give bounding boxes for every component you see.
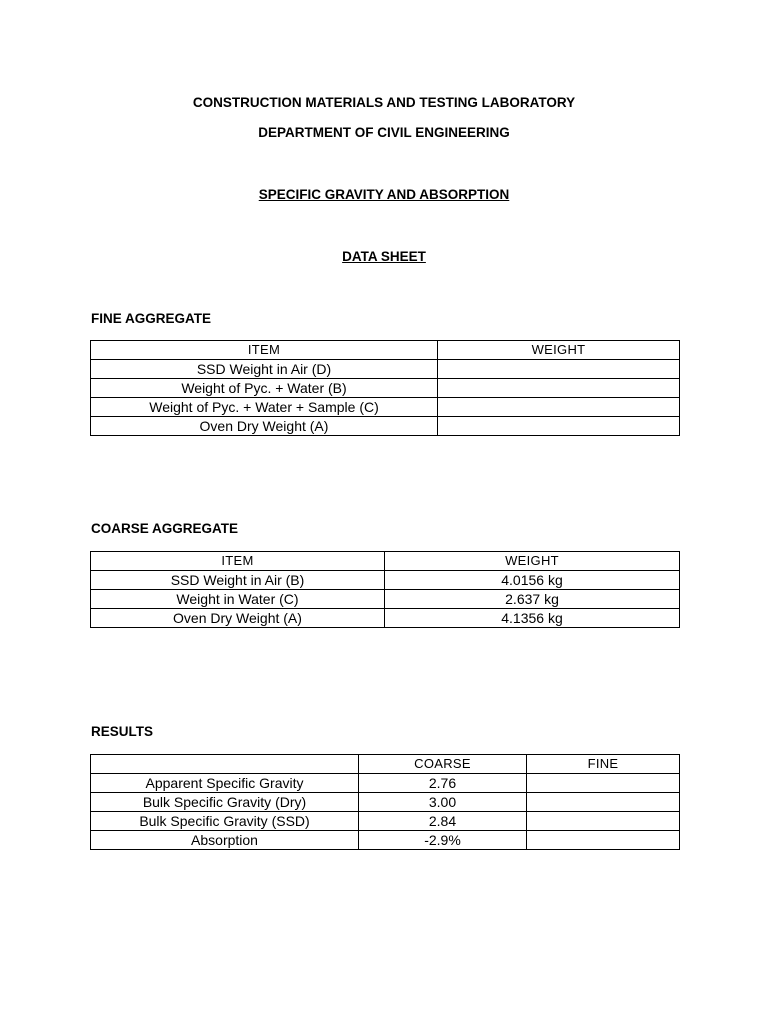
fine-value-cell (527, 793, 680, 812)
table-row (91, 417, 680, 436)
weight-cell (438, 417, 680, 436)
item-cell: Weight of Pyc. + Water (B) (91, 379, 438, 398)
table-row (91, 774, 680, 793)
fine-aggregate-label: FINE AGGREGATE (91, 311, 212, 326)
item-cell: SSD Weight in Air (B) (91, 571, 385, 590)
weight-cell (438, 379, 680, 398)
item-cell: Oven Dry Weight (A) (91, 609, 385, 628)
coarse-aggregate-label: COARSE AGGREGATE (91, 521, 239, 536)
column-header-blank (91, 755, 359, 774)
coarse-value-cell: -2.9% (359, 831, 527, 850)
lab-name: CONSTRUCTION MATERIALS AND TESTING LABORATORY (192, 95, 576, 110)
table-header-row (91, 552, 680, 571)
item-cell: SSD Weight in Air (D) (91, 360, 438, 379)
table-header-row (91, 755, 680, 774)
result-name-cell: Absorption (91, 831, 359, 850)
coarse-value-cell: 2.84 (359, 812, 527, 831)
weight-cell: 2.637 kg (385, 590, 680, 609)
fine-value-cell (527, 774, 680, 793)
table-row (91, 812, 680, 831)
sheet-subtitle-wrap (0, 248, 768, 266)
item-cell: Weight of Pyc. + Water + Sample (C) (91, 398, 438, 417)
weight-cell (438, 360, 680, 379)
weight-cell: 4.0156 kg (385, 571, 680, 590)
result-name-cell: Apparent Specific Gravity (91, 774, 359, 793)
sheet-subtitle: DATA SHEET (342, 249, 426, 264)
item-cell: Weight in Water (C) (91, 590, 385, 609)
item-cell: Oven Dry Weight (A) (91, 417, 438, 436)
table-header-row (91, 341, 680, 360)
column-header-item: ITEM (91, 341, 438, 360)
table-row (91, 360, 680, 379)
fine-aggregate-table (90, 340, 680, 436)
fine-value-cell (527, 831, 680, 850)
coarse-value-cell: 3.00 (359, 793, 527, 812)
coarse-value-cell: 2.76 (359, 774, 527, 793)
weight-cell: 4.1356 kg (385, 609, 680, 628)
sheet-title: SPECIFIC GRAVITY AND ABSORPTION (258, 187, 510, 202)
column-header-weight: WEIGHT (438, 341, 680, 360)
department-name: DEPARTMENT OF CIVIL ENGINEERING (258, 125, 510, 140)
column-header-item: ITEM (91, 552, 385, 571)
column-header-weight: WEIGHT (385, 552, 680, 571)
column-header-coarse: COARSE (359, 755, 527, 774)
result-name-cell: Bulk Specific Gravity (SSD) (91, 812, 359, 831)
table-row (91, 571, 680, 590)
column-header-fine: FINE (527, 755, 680, 774)
table-row (91, 609, 680, 628)
table-row (91, 398, 680, 417)
coarse-aggregate-table (90, 551, 680, 628)
table-row (91, 379, 680, 398)
table-row (91, 590, 680, 609)
results-table (90, 754, 680, 850)
result-name-cell: Bulk Specific Gravity (Dry) (91, 793, 359, 812)
table-row (91, 831, 680, 850)
weight-cell (438, 398, 680, 417)
table-row (91, 793, 680, 812)
results-label: RESULTS (91, 724, 154, 739)
sheet-title-wrap (0, 186, 768, 204)
fine-value-cell (527, 812, 680, 831)
